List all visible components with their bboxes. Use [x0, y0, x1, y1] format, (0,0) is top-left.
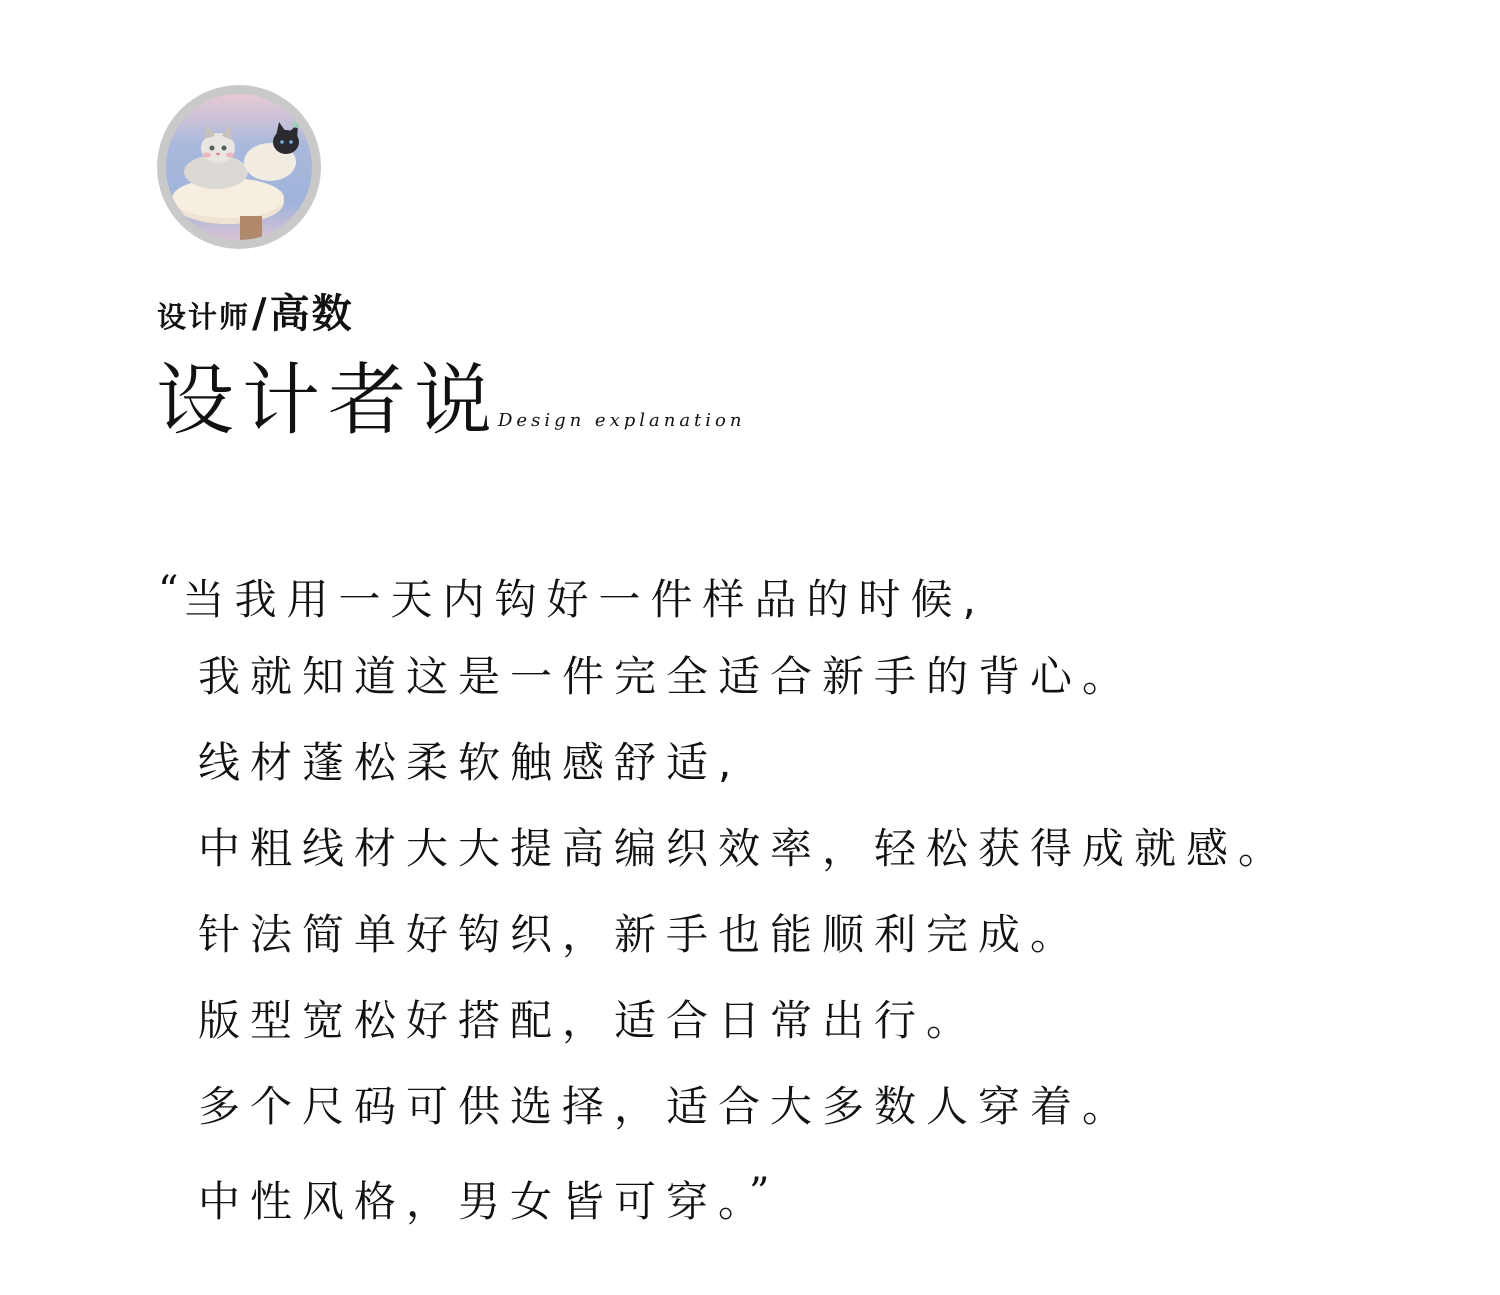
open-quote-mark: “ — [158, 568, 179, 614]
designer-quote — [158, 548, 1478, 1236]
quote-line — [158, 1150, 1478, 1236]
quote-line: 中粗线材大大提高编织效率，轻松获得成就感。 — [198, 824, 1291, 873]
designer-label: 设计师 — [157, 300, 251, 334]
designer-avatar — [157, 85, 321, 249]
designer-credit — [157, 282, 354, 337]
quote-line: 版型宽松好搭配，适合日常出行。 — [198, 996, 979, 1045]
designer-separator: / — [252, 290, 267, 337]
section-heading — [156, 356, 746, 446]
quote-line-text: 中性风格，男女皆可穿。 — [198, 1177, 750, 1226]
cats-avatar-icon — [166, 94, 312, 240]
quote-line — [158, 548, 1478, 634]
quote-line: 多个尺码可供选择，适合大多数人穿着。 — [198, 1082, 1135, 1131]
quote-line: 线材蓬松柔软触感舒适, — [198, 738, 742, 787]
quote-line: 针法简单好钩织，新手也能顺利完成。 — [198, 910, 1083, 959]
section-subtitle: Design explanation — [498, 410, 746, 431]
close-quote-mark: ” — [749, 1170, 770, 1216]
quote-line-text: 当我用一天内钩好一件样品的时候, — [182, 575, 986, 624]
section-title: 设计者说 — [156, 356, 501, 446]
quote-line: 我就知道这是一件完全适合新手的背心。 — [198, 652, 1135, 701]
designer-name: 高数 — [269, 291, 354, 337]
